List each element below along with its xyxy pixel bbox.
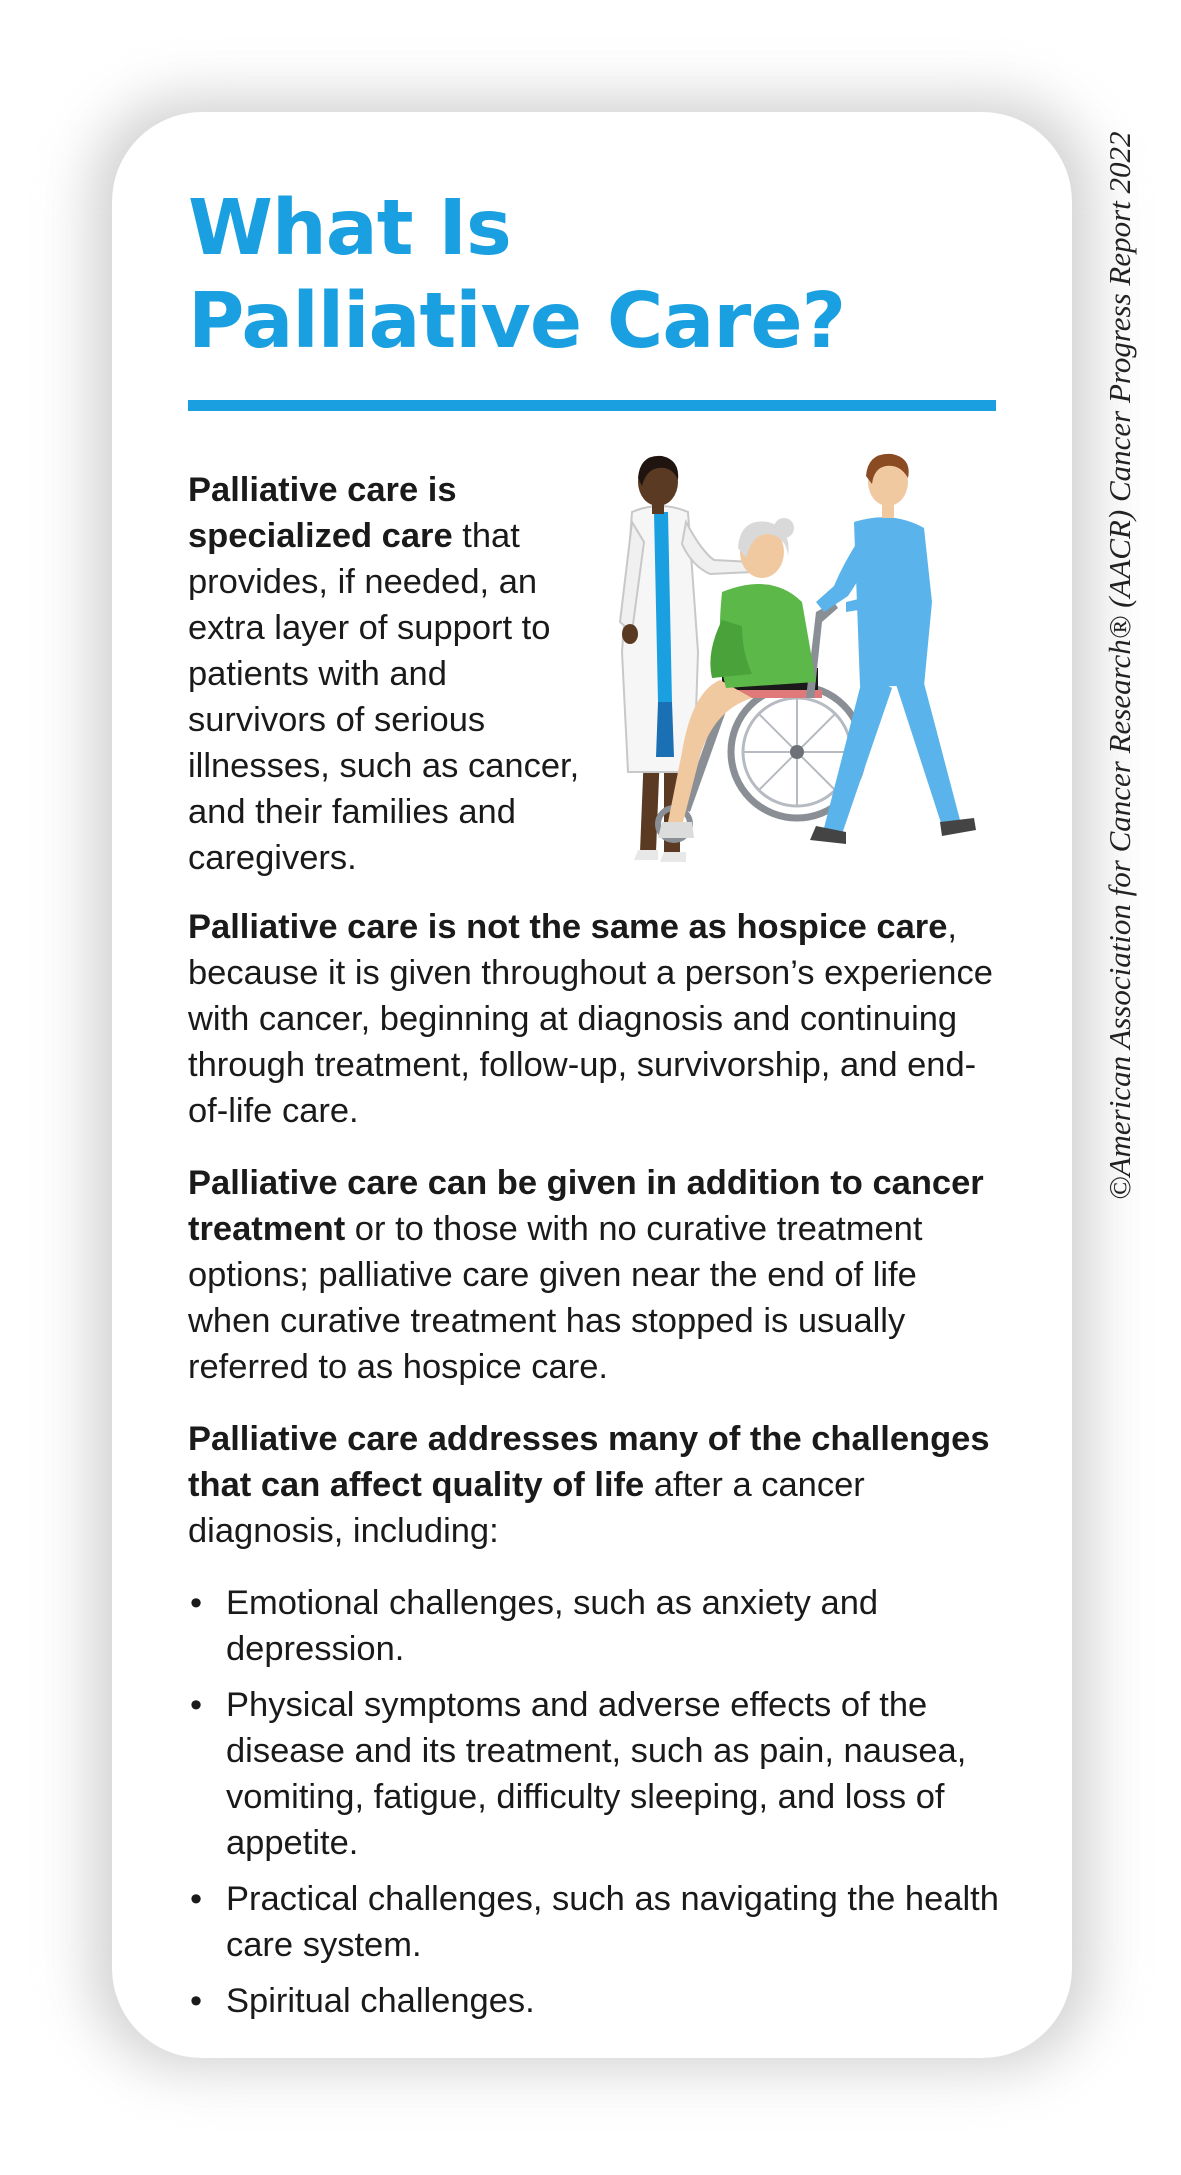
bullet-icon: • xyxy=(190,1686,203,1724)
list-item-text: Practical challenges, such as navigating the health care system. xyxy=(226,1880,999,1964)
list-item xyxy=(188,1682,1008,1866)
page-title xyxy=(188,182,845,368)
list-item-text: Physical symptoms and adverse effects of the disease and its treatment, such as pain, nausea, vomiting, fatigue, difficulty sleeping, and loss of appetite. xyxy=(226,1686,967,1862)
intro-paragraph xyxy=(188,467,588,881)
bullet-icon: • xyxy=(190,1584,203,1622)
paragraph-hospice-rest: , because it is given throughout a person’s experience with cancer, beginning at diagnosis and continuing through treatment, follow-up, survivorship, and end-of-life care. xyxy=(188,908,993,1130)
paragraph-hospice-bold: Palliative care is not the same as hospice care xyxy=(188,908,948,946)
bullet-icon: • xyxy=(190,1982,203,2020)
list-item xyxy=(188,1978,1008,2024)
content-section xyxy=(188,904,1008,2034)
intro-bold: Palliative care is specialized care xyxy=(188,471,457,555)
paragraph-hospice xyxy=(188,904,1008,1134)
intro-rest: that provides, if needed, an extra layer of support to patients with and survivors of serious illnesses, such as cancer, and their families and caregivers. xyxy=(188,517,580,877)
copyright-credit: ©American Association for Cancer Research® (AACR) Cancer Progress Report 2022 xyxy=(1102,131,1137,1200)
challenges-list xyxy=(188,1580,1008,2024)
paragraph-additional-treatment xyxy=(188,1160,1008,1390)
title-divider xyxy=(188,400,996,411)
paragraph-challenges-bold: Palliative care addresses many of the challenges that can affect quality of life xyxy=(188,1420,990,1504)
doctor-nurse-patient-wheelchair-icon xyxy=(602,452,1032,872)
list-item-text: Spiritual challenges. xyxy=(226,1982,535,2020)
title-line-1: What Is xyxy=(188,184,511,273)
bullet-icon: • xyxy=(190,1880,203,1918)
list-item-text: Emotional challenges, such as anxiety and depression. xyxy=(226,1584,879,1668)
paragraph-challenges xyxy=(188,1416,1008,1554)
list-item xyxy=(188,1876,1008,1968)
paragraph-additional-treatment-bold: Palliative care can be given in addition to cancer treatment xyxy=(188,1164,984,1248)
paragraph-additional-treatment-rest: or to those with no curative treatment options; palliative care given near the end of life when curative treatment has stopped is usually referred to as hospice care. xyxy=(188,1210,923,1386)
info-card xyxy=(112,112,1072,2058)
paragraph-challenges-rest: after a cancer diagnosis, including: xyxy=(188,1466,865,1550)
list-item xyxy=(188,1580,1008,1672)
title-line-2: Palliative Care? xyxy=(188,277,846,366)
nurse-figure xyxy=(810,454,976,844)
